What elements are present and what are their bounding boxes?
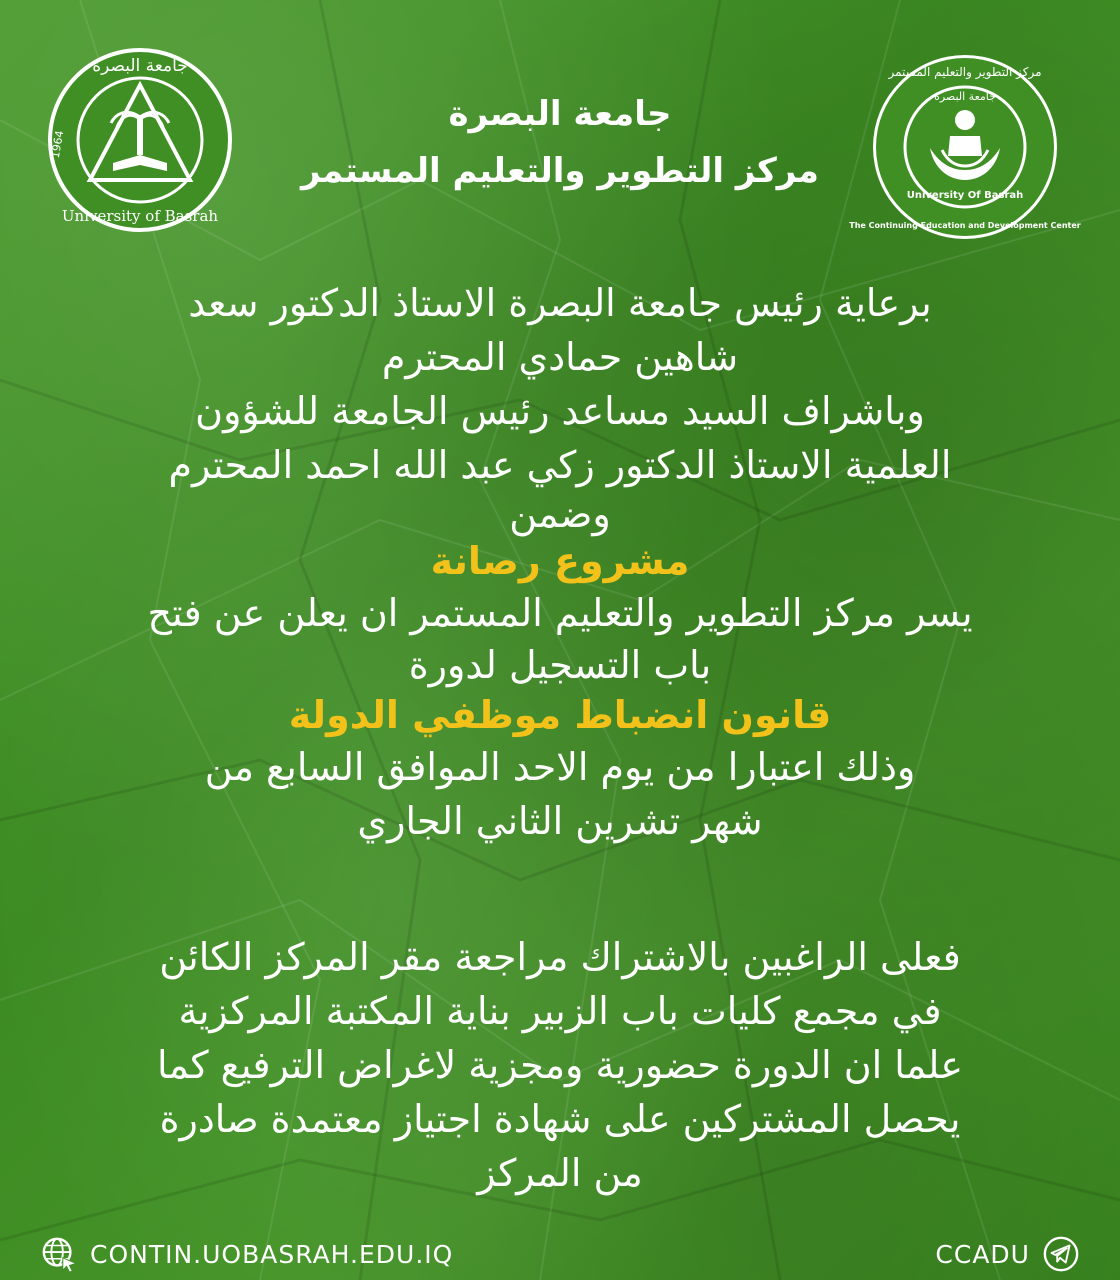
header-center	[240, 145, 880, 197]
body-line: وضمن	[509, 492, 611, 536]
body-line: العلمية الاستاذ الدكتور زكي عبد الله احمد المحترم	[168, 443, 952, 487]
seal-left-year: 1964	[48, 129, 67, 160]
university-of-basrah-seal-icon	[45, 45, 235, 235]
footer-telegram[interactable]	[935, 1232, 1080, 1276]
seal-left-arabic: جامعة البصرة	[92, 56, 188, 76]
details-line: علما ان الدورة حضورية ومجزية لاغراض الترفيع كما	[156, 1043, 964, 1087]
telegram-handle[interactable]: CCADU	[935, 1239, 1030, 1269]
details-block	[30, 930, 1090, 1200]
body-line: شاهين حمادي المحترم	[381, 335, 739, 379]
website-link[interactable]: CONTIN.UOBASRAH.EDU.IQ	[90, 1239, 454, 1269]
seal-right-english-sub: University Of Basrah	[906, 190, 1024, 201]
details-line: فعلى الراغبين بالاشتراك مراجعة مقر المركز الكائن	[159, 935, 961, 979]
continuing-education-center-logo	[849, 52, 1081, 242]
globe-cursor-icon	[40, 1235, 78, 1273]
details-line: في مجمع كليات باب الزبير بناية المكتبة المركزية	[178, 989, 942, 1033]
seal-right-arabic: مركز التطوير والتعليم المستمر	[888, 65, 1042, 79]
header-university-name: جامعة البصرة	[448, 94, 672, 134]
patronage-block	[30, 276, 1090, 848]
seal-right-arabic-sub: جامعة البصرة	[934, 90, 996, 103]
project-name: مشروع رصانة	[430, 539, 690, 583]
details-line: يحصل المشتركين على شهادة اجتياز معتمدة صادرة	[159, 1097, 961, 1141]
date-line: وذلك اعتبارا من يوم الاحد الموافق السابع من	[204, 745, 916, 789]
date-line: شهر تشرين الثاني الجاري	[357, 799, 763, 843]
seal-left-english: University of Basrah	[61, 207, 219, 225]
header-center-name: مركز التطوير والتعليم المستمر	[301, 151, 819, 191]
header-university	[240, 88, 880, 140]
university-of-basrah-logo	[45, 45, 235, 235]
footer-website[interactable]	[40, 1232, 453, 1276]
telegram-icon	[1042, 1235, 1080, 1273]
body-line: برعاية رئيس جامعة البصرة الاستاذ الدكتور سعد	[188, 281, 932, 325]
body-line: وباشراف السيد مساعد رئيس الجامعة للشؤون	[195, 389, 925, 433]
seal-right-english: The Continuing Education and Development Center	[849, 221, 1081, 230]
course-name: قانون انضباط موظفي الدولة	[288, 693, 832, 737]
continuing-education-center-seal-icon	[849, 52, 1081, 242]
announce-line: باب التسجيل لدورة	[408, 643, 712, 687]
announce-line: يسر مركز التطوير والتعليم المستمر ان يعلن عن فتح	[147, 591, 973, 635]
details-line: من المركز	[477, 1151, 643, 1195]
